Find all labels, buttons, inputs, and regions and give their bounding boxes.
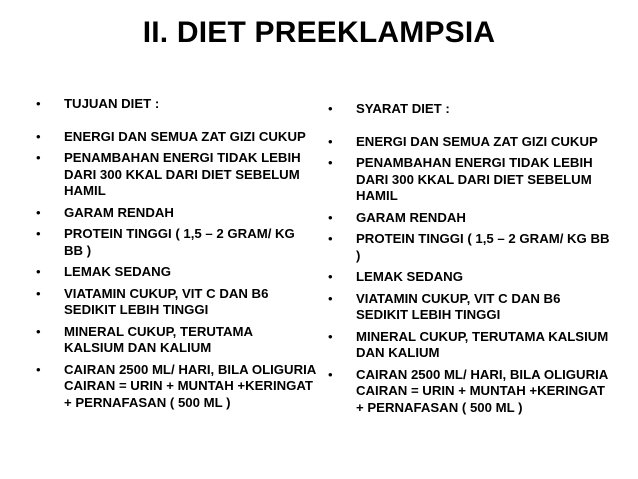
list-item-text: MINERAL CUKUP, TERUTAMA KALSIUM DAN KALIUM	[64, 323, 253, 355]
bullet-icon: •	[328, 155, 333, 170]
list-item	[36, 226, 316, 259]
list-item-text: PENAMBAHAN ENERGI TIDAK LEBIH DARI 300 KKAL DARI DIET SEBELUM HAMIL	[64, 150, 301, 198]
list-item	[328, 291, 614, 324]
bullet-icon: •	[328, 101, 333, 116]
bullet-icon: •	[36, 150, 41, 165]
list-heading-syarat	[328, 101, 614, 118]
list-item	[328, 210, 614, 227]
list-item	[36, 264, 316, 281]
list-item-text: ENERGI DAN SEMUA ZAT GIZI CUKUP	[356, 133, 598, 149]
list-item-text: VIATAMIN CUKUP, VIT C DAN B6 SEDIKIT LEBIH TINGGI	[64, 285, 269, 317]
list-item-text: ENERGI DAN SEMUA ZAT GIZI CUKUP	[64, 128, 306, 144]
bullet-icon: •	[328, 366, 333, 382]
list-item-text: LEMAK SEDANG	[64, 264, 171, 279]
list-item-text: LEMAK SEDANG	[356, 269, 463, 284]
bullet-icon: •	[36, 285, 41, 301]
left-column	[36, 96, 316, 416]
bullet-icon: •	[328, 328, 333, 344]
bullet-icon: •	[328, 209, 333, 225]
list-item-text: CAIRAN 2500 ML/ HARI, BILA OLIGURIA CAIRAN = URIN + MUNTAH +KERINGAT + PERNAFASAN ( 500 ML )	[64, 361, 316, 410]
list-item	[328, 329, 614, 362]
slide-title: II. DIET PREEKLAMPSIA	[142, 16, 496, 49]
list-item	[36, 324, 316, 357]
list-item	[36, 129, 316, 146]
list-heading-text: SYARAT DIET :	[356, 101, 450, 116]
list-item-text: PENAMBAHAN ENERGI TIDAK LEBIH DARI 300 KKAL DARI DIET SEBELUM HAMIL	[356, 155, 593, 203]
list-item-text: CAIRAN 2500 ML/ HARI, BILA OLIGURIA CAIRAN = URIN + MUNTAH +KERINGAT + PERNAFASAN ( 500 ML )	[356, 366, 608, 415]
list-item	[36, 286, 316, 319]
list-item	[328, 269, 614, 286]
list-item	[328, 155, 614, 205]
bullet-icon: •	[36, 323, 41, 339]
bullet-icon: •	[328, 133, 333, 149]
list-heading-tujuan	[36, 96, 316, 113]
bullet-icon: •	[36, 264, 41, 279]
bullet-icon: •	[328, 231, 333, 246]
list-item	[328, 134, 614, 151]
list-item	[328, 231, 614, 264]
list-item-text: PROTEIN TINGGI ( 1,5 – 2 GRAM/ KG BB )	[356, 231, 610, 263]
bullet-icon: •	[328, 269, 333, 284]
list-item-text: VIATAMIN CUKUP, VIT C DAN B6 SEDIKIT LEBIH TINGGI	[356, 290, 561, 322]
bullet-icon: •	[36, 204, 41, 220]
list-item-text: GARAM RENDAH	[64, 204, 174, 220]
list-item	[328, 367, 614, 417]
tujuan-diet-list	[36, 96, 316, 411]
list-item	[36, 150, 316, 200]
right-column	[328, 101, 614, 421]
list-heading-text: TUJUAN DIET :	[64, 96, 160, 111]
bullet-icon: •	[328, 290, 333, 306]
bullet-icon: •	[36, 361, 41, 377]
syarat-diet-list	[328, 101, 614, 416]
list-item-text: PROTEIN TINGGI ( 1,5 – 2 GRAM/ KG BB )	[64, 226, 295, 258]
list-item	[36, 362, 316, 412]
list-item-text: GARAM RENDAH	[356, 209, 466, 225]
bullet-icon: •	[36, 128, 41, 144]
bullet-icon: •	[36, 226, 41, 241]
bullet-icon: •	[36, 96, 41, 111]
list-item	[36, 205, 316, 222]
list-item-text: MINERAL CUKUP, TERUTAMA KALSIUM DAN KALIUM	[356, 328, 609, 360]
